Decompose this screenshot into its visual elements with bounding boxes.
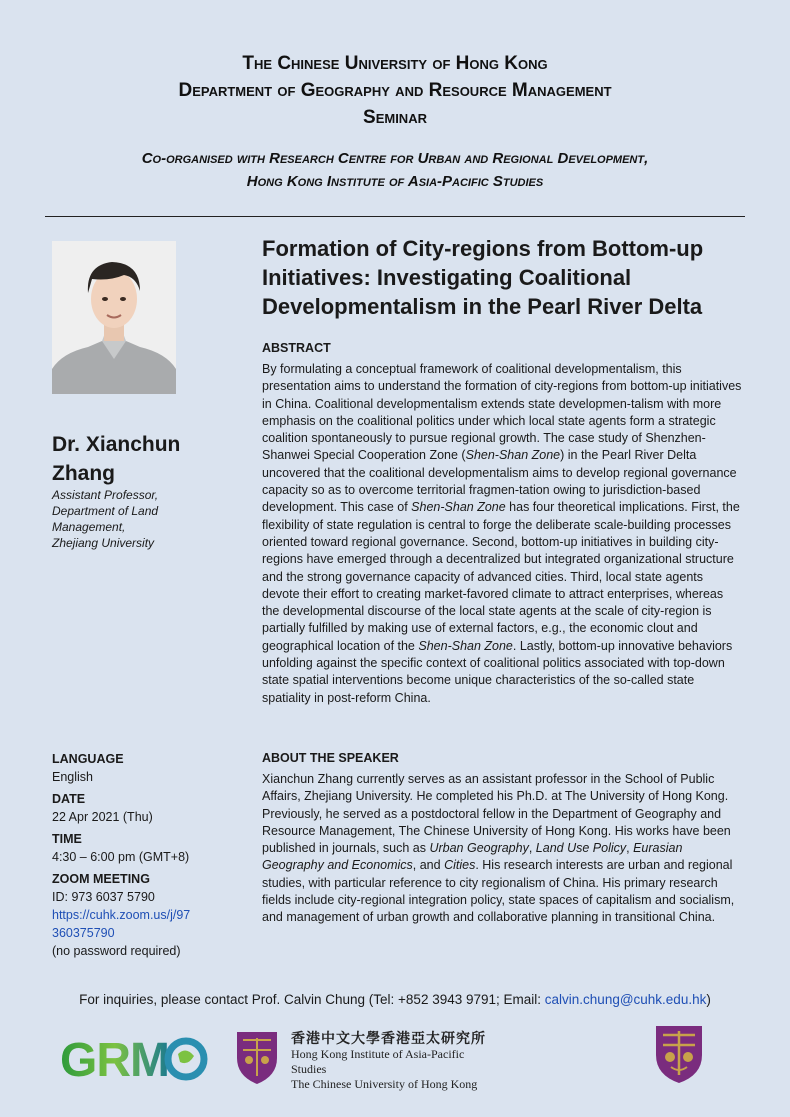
contact-line: For inquiries, please contact Prof. Calvin Chung (Tel: +852 3943 9791; Email: calvin.chung@cuhk.edu.hk)	[79, 992, 711, 1007]
header	[0, 50, 790, 193]
zoom-id: ID: 973 6037 5790	[52, 890, 155, 904]
hkiaps-english-name: Hong Kong Institute of Asia-Pacific Studies	[291, 1047, 465, 1076]
co-organiser-line-1: Co-organised with Research Centre for Urban and Regional Development,	[141, 150, 649, 167]
header-divider	[45, 216, 745, 217]
speaker-name-line-2: Zhang	[52, 462, 115, 485]
grm-logo	[58, 1026, 210, 1088]
time-label: TIME	[52, 832, 82, 846]
university-name: The Chinese University of Hong Kong	[242, 53, 548, 74]
co-organisers	[0, 147, 790, 193]
about-text: Xianchun Zhang currently serves as an assistant professor in the School of Public Affairs, Zhejiang University. He completed his Ph.D. at The University of Hong Kong. Previously, he served as a postdoctoral fellow in the Department of Geography and Resource Management, The Chinese University of Hong Kong. His works have been published in journals, such as Urban Geography, Land Use Policy, Eurasian Geography and Economics, and Cities. His research interests are urban and regional studies, with particular reference to city regionalism of China. His primary research fields include city-regional integration policy, state spaces of capitalism and socialism, and management of urban growth and collaborative planning in transitional China.	[262, 772, 735, 925]
zoom-link[interactable]: https://cuhk.zoom.us/j/97 360375790	[52, 908, 191, 940]
abstract-text: By formulating a conceptual framework of coalitional developmentalism, this presentation aims to understand the formation of city-regions from bottom-up initiatives in China. Coalitional developmentalism extends state developmen-talism with more emphasis on the coalitional politics under which local state agents form a strategic coalition spontaneously to pursue regional growth. The case study of Shenzhen-Shanwei Special Cooperation Zone (Shen-Shan Zone) in the Pearl River Delta uncovered that the coalitional developmentalism aims to develop regional governance capacity so as to overcome territorial fragmen-tation owing to jurisdiction-based development. This case of Shen-Shan Zone has four theoretical implications. First, the flexibility of state regulation is central to forge the deliberate scale-building processes oriented toward regional governance. Second, bottom-up initiatives in building city-regions have emerged through a decentralized but integrated organizational structure and the strong governance capacity of advanced cities. Third, local state agents devote their effort to creating market-favored climate to attract enterprises, whereas the developmental discourse of the local state agents at the scale of city-region is partially fulfilled by making use of external factors, e.g., the economic clout and geographical location of the Shen-Shan Zone. Lastly, bottom-up innovative behaviors unfolding against the specific context of coalitional politics associated with top-down state spatial interventions become unique characteristics of the so-called state spatiality in post-reform China.	[262, 362, 742, 705]
contact-email-link[interactable]: calvin.chung@cuhk.edu.hk	[544, 992, 707, 1007]
cuhk-crest-icon	[231, 1028, 283, 1086]
speaker-name-line-1: Dr. Xianchun	[52, 433, 181, 456]
zoom-label: ZOOM MEETING	[52, 872, 150, 886]
grm-logo-text: GRM	[60, 1034, 169, 1087]
cuhk-crest-logo	[653, 1023, 705, 1085]
affiliation-line: Zhejiang University	[52, 536, 155, 550]
language-label: LANGUAGE	[52, 752, 124, 766]
affiliation-line: Assistant Professor,	[52, 488, 159, 502]
hkiaps-logo	[231, 1028, 491, 1091]
cuhk-crest-icon	[653, 1023, 705, 1085]
co-organiser-line-2: Hong Kong Institute of Asia-Pacific Studies	[246, 173, 544, 190]
event-type: Seminar	[363, 107, 427, 128]
event-details	[52, 750, 247, 960]
abstract-heading: ABSTRACT	[262, 341, 331, 355]
speaker-photo	[52, 241, 176, 394]
date-value: 22 Apr 2021 (Thu)	[52, 810, 153, 824]
hkiaps-chinese-name: 香港中文大學香港亞太研究所	[291, 1032, 486, 1047]
department-name: Department of Geography and Resource Management	[178, 80, 612, 101]
zoom-note: (no password required)	[52, 944, 181, 958]
time-value: 4:30 – 6:00 pm (GMT+8)	[52, 850, 190, 864]
affiliation-line: Department of Land	[52, 504, 159, 518]
talk-title: Formation of City-regions from Bottom-up Initiatives: Investigating Coalitional Developmentalism in the Pearl River Delta	[262, 236, 704, 319]
speaker-name	[52, 430, 242, 488]
about-heading: ABOUT THE SPEAKER	[262, 751, 399, 765]
language-value: English	[52, 770, 93, 784]
affiliation-line: Management,	[52, 520, 126, 534]
date-label: DATE	[52, 792, 86, 806]
speaker-affiliation	[52, 487, 242, 551]
cuhk-english-name: The Chinese University of Hong Kong	[291, 1077, 478, 1091]
